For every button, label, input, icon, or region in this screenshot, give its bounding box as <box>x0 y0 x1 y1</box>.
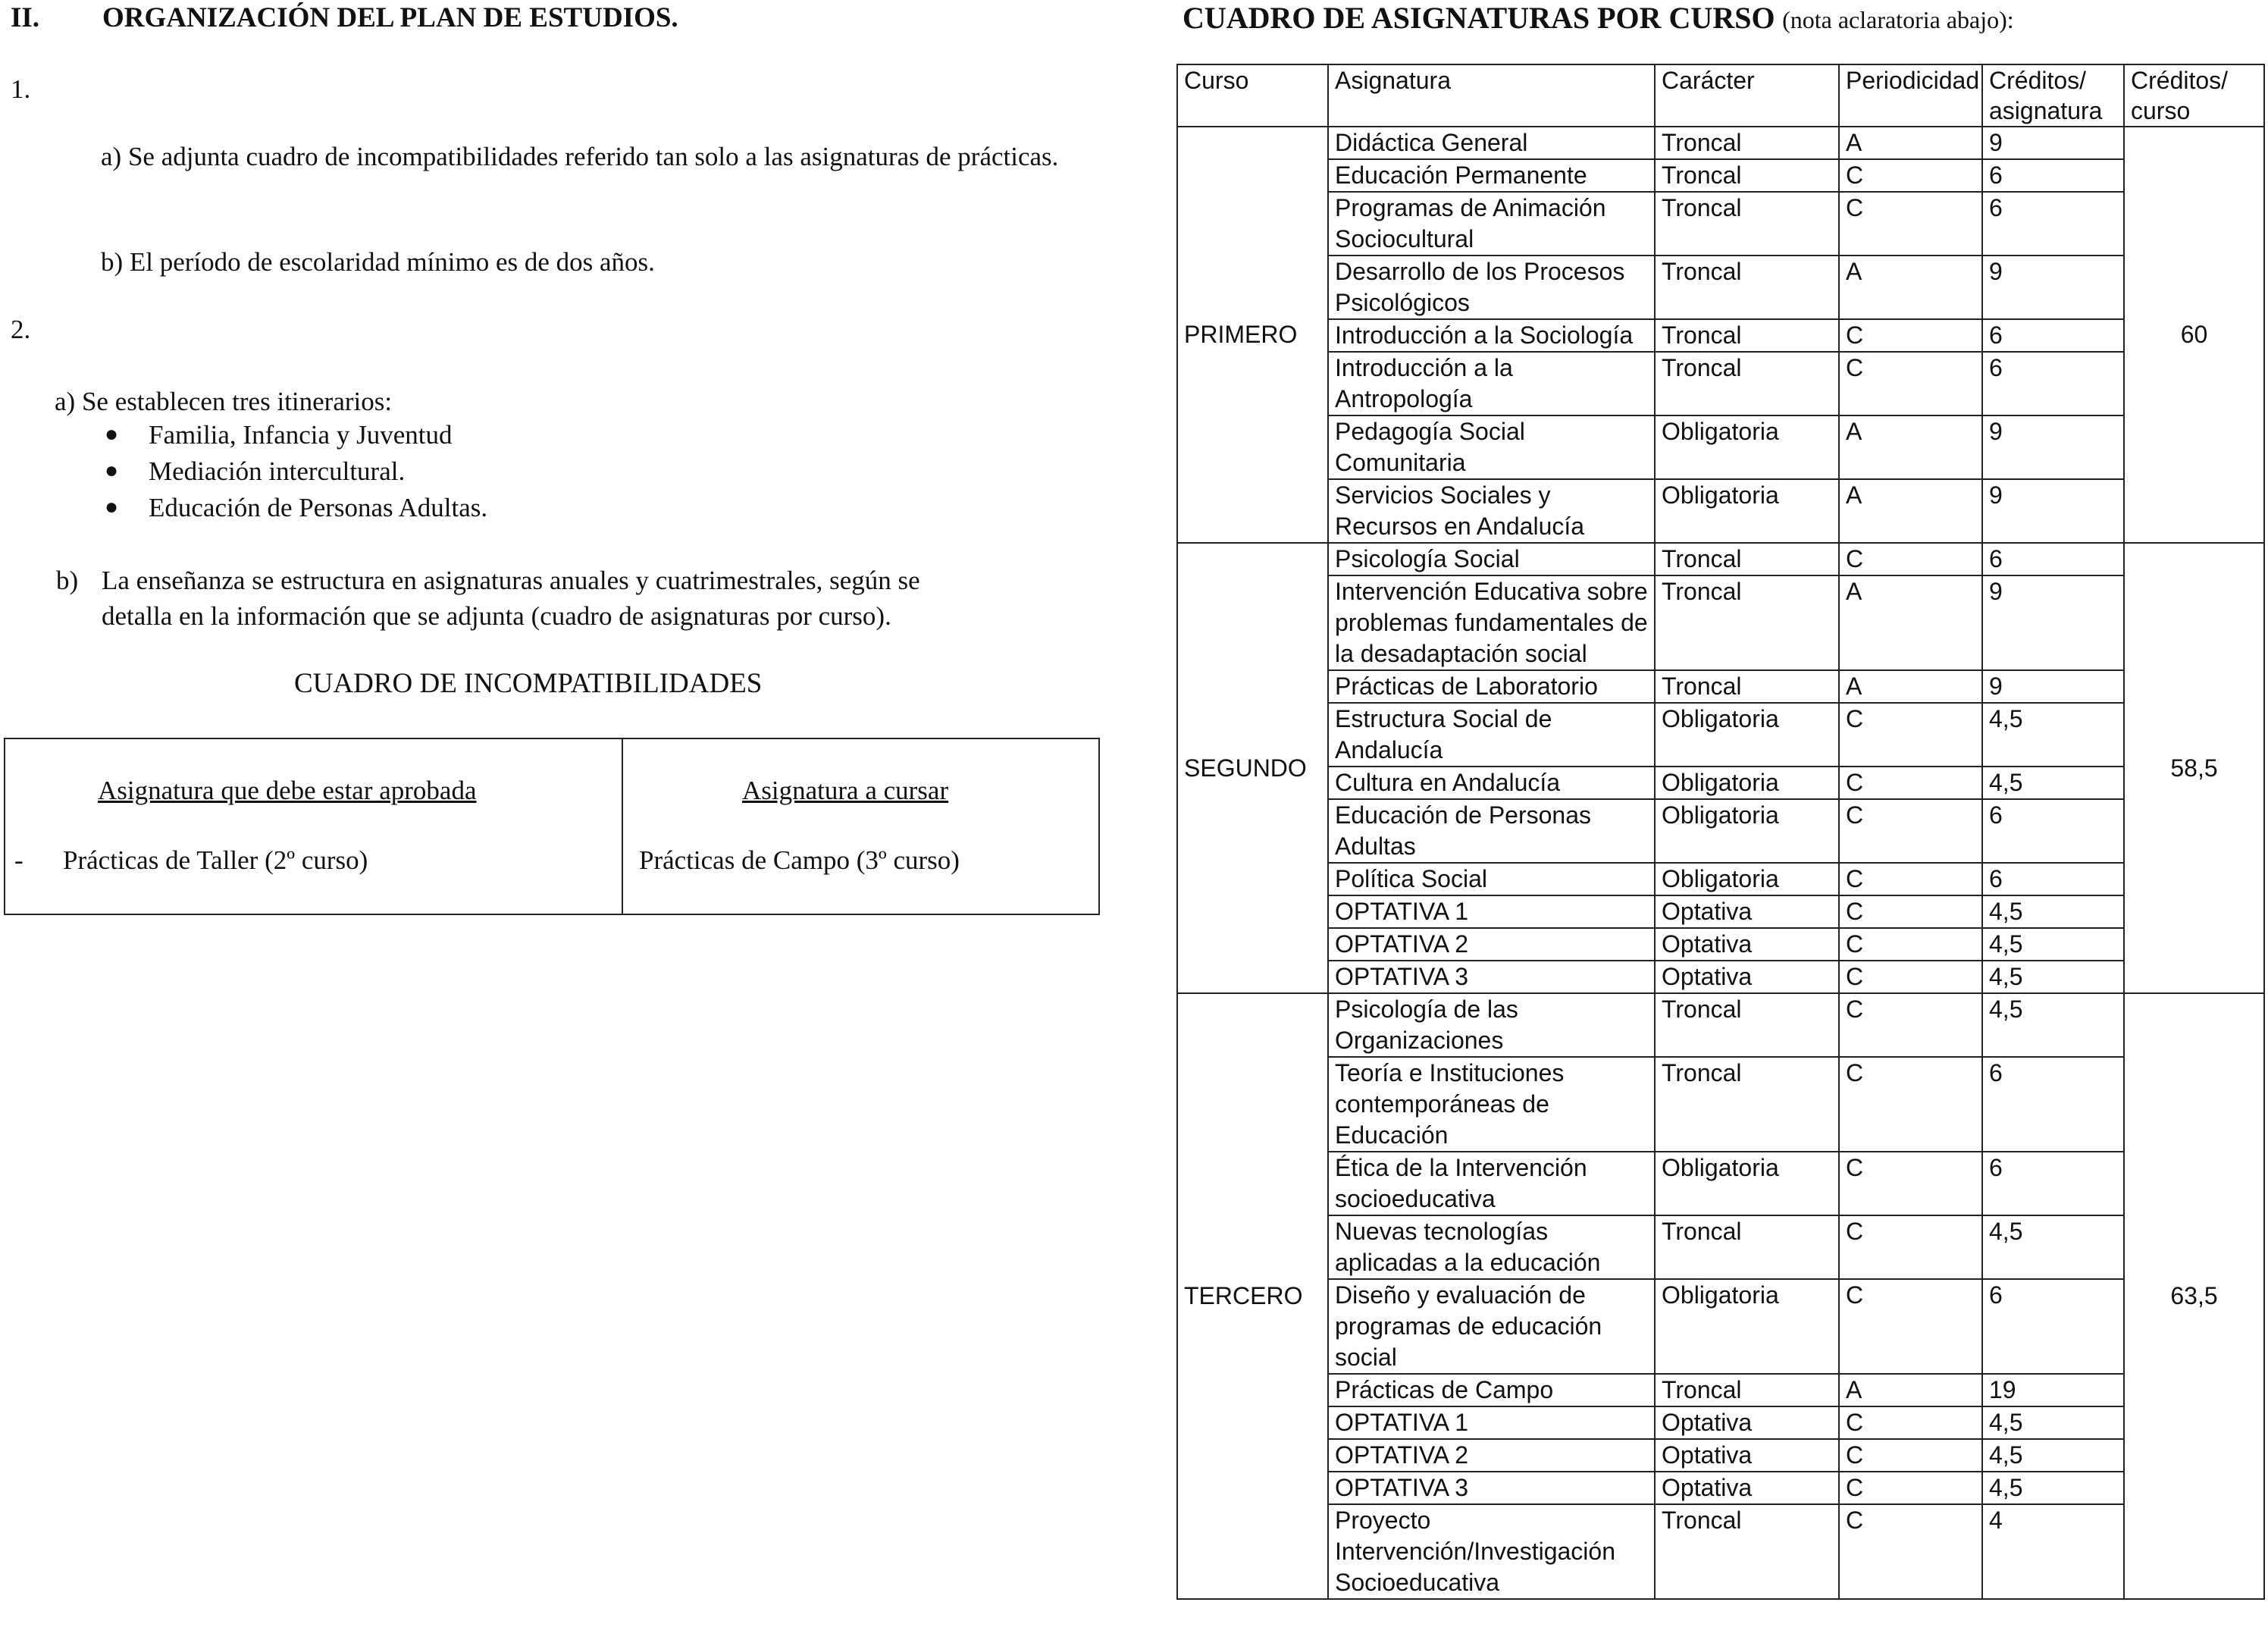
periodicidad-cell: A <box>1839 1374 1982 1406</box>
row-dash: - <box>14 845 23 875</box>
header-caracter: Carácter <box>1655 64 1839 127</box>
header-creditos-curso: Créditos/ curso <box>2124 64 2264 127</box>
caracter-cell: Obligatoria <box>1655 1152 1839 1215</box>
creditos-curso-cell: 63,5 <box>2124 993 2264 1599</box>
itinerario-item: Mediación intercultural. <box>149 456 406 486</box>
caracter-cell: Optativa <box>1655 961 1839 993</box>
periodicidad-cell: C <box>1839 928 1982 961</box>
incompatibilidades-title: CUADRO DE INCOMPATIBILIDADES <box>294 668 763 699</box>
asignatura-cell: Teoría e Instituciones contemporáneas de Educación <box>1328 1057 1655 1152</box>
caracter-cell: Optativa <box>1655 1406 1839 1439</box>
caracter-cell: Troncal <box>1655 319 1839 352</box>
creditos-cell: 9 <box>1982 415 2124 479</box>
caracter-cell: Troncal <box>1655 192 1839 256</box>
point-1-b: b) El período de escolaridad mínimo es de dos años. <box>101 247 655 277</box>
table-row <box>1177 767 2264 799</box>
periodicidad-cell: C <box>1839 1279 1982 1374</box>
asignatura-cell: OPTATIVA 2 <box>1328 1439 1655 1472</box>
asignaturas-table <box>1176 64 2265 1600</box>
point-2-b-line1: La enseñanza se estructura en asignaturas anuales y cuatrimestrales, según se <box>102 566 920 595</box>
caracter-cell: Obligatoria <box>1655 415 1839 479</box>
asignatura-cell: Nuevas tecnologías aplicadas a la educación <box>1328 1215 1655 1279</box>
creditos-cell: 4,5 <box>1982 1439 2124 1472</box>
table-row <box>1177 543 2264 575</box>
asignatura-cell: Programas de Animación Sociocultural <box>1328 192 1655 256</box>
point-2-a-intro: a) Se establecen tres itinerarios: <box>55 387 393 416</box>
table-row <box>1177 479 2264 543</box>
caracter-cell: Troncal <box>1655 1057 1839 1152</box>
creditos-curso-cell: 58,5 <box>2124 543 2264 993</box>
col2-header: Asignatura a cursar <box>742 776 949 805</box>
table-row <box>1177 799 2264 863</box>
creditos-cell: 6 <box>1982 1057 2124 1152</box>
creditos-cell: 6 <box>1982 799 2124 863</box>
curso-cell: TERCERO <box>1177 993 1328 1599</box>
asignatura-cell: Política Social <box>1328 863 1655 895</box>
creditos-cell: 6 <box>1982 352 2124 415</box>
itinerario-item: Educación de Personas Adultas. <box>149 493 488 522</box>
table-row <box>1177 1439 2264 1472</box>
curso-cell: PRIMERO <box>1177 127 1328 543</box>
bullet-dot: ● <box>105 494 119 519</box>
periodicidad-cell: C <box>1839 1057 1982 1152</box>
periodicidad-cell: A <box>1839 670 1982 703</box>
curso-cell: SEGUNDO <box>1177 543 1328 993</box>
creditos-cell: 9 <box>1982 127 2124 159</box>
table-row <box>1177 1504 2264 1599</box>
table-row <box>1177 256 2264 319</box>
creditos-cell: 6 <box>1982 319 2124 352</box>
asignatura-cell: Introducción a la Antropología <box>1328 352 1655 415</box>
periodicidad-cell: C <box>1839 895 1982 928</box>
creditos-cell: 4,5 <box>1982 895 2124 928</box>
asignatura-cell: Estructura Social de Andalucía <box>1328 703 1655 767</box>
creditos-cell: 9 <box>1982 479 2124 543</box>
header-creditos-asignatura: Créditos/ asignatura <box>1982 64 2124 127</box>
table-row <box>1177 1152 2264 1215</box>
periodicidad-cell: C <box>1839 1152 1982 1215</box>
caracter-cell: Troncal <box>1655 543 1839 575</box>
table-row <box>1177 1215 2264 1279</box>
table-row <box>1177 863 2264 895</box>
caracter-cell: Troncal <box>1655 1504 1839 1599</box>
creditos-cell: 9 <box>1982 256 2124 319</box>
caracter-cell: Troncal <box>1655 670 1839 703</box>
periodicidad-cell: C <box>1839 352 1982 415</box>
caracter-cell: Optativa <box>1655 1472 1839 1504</box>
creditos-cell: 9 <box>1982 575 2124 670</box>
periodicidad-cell: C <box>1839 863 1982 895</box>
caracter-cell: Troncal <box>1655 127 1839 159</box>
section-number: II. <box>11 2 40 33</box>
table-row <box>1177 415 2264 479</box>
caracter-cell: Troncal <box>1655 575 1839 670</box>
table-row <box>1177 993 2264 1057</box>
creditos-cell: 4 <box>1982 1504 2124 1599</box>
itinerario-item: Familia, Infancia y Juventud <box>149 420 453 450</box>
table-row <box>1177 1279 2264 1374</box>
asignatura-cell: Desarrollo de los Procesos Psicológicos <box>1328 256 1655 319</box>
table-header-row <box>1177 64 2264 127</box>
creditos-cell: 4,5 <box>1982 993 2124 1057</box>
periodicidad-cell: C <box>1839 1504 1982 1599</box>
asignatura-cell: Educación de Personas Adultas <box>1328 799 1655 863</box>
bullet-dot: ● <box>105 422 119 447</box>
creditos-cell: 4,5 <box>1982 961 2124 993</box>
col1-value: Prácticas de Taller (2º curso) <box>63 845 368 875</box>
creditos-cell: 4,5 <box>1982 767 2124 799</box>
periodicidad-cell: C <box>1839 1406 1982 1439</box>
point-2-number: 2. <box>11 315 31 344</box>
asignatura-cell: Introducción a la Sociología <box>1328 319 1655 352</box>
table-row <box>1177 319 2264 352</box>
asignatura-cell: Psicología de las Organizaciones <box>1328 993 1655 1057</box>
periodicidad-cell: C <box>1839 543 1982 575</box>
periodicidad-cell: C <box>1839 192 1982 256</box>
periodicidad-cell: C <box>1839 1439 1982 1472</box>
creditos-cell: 19 <box>1982 1374 2124 1406</box>
creditos-cell: 4,5 <box>1982 928 2124 961</box>
caracter-cell: Troncal <box>1655 993 1839 1057</box>
creditos-cell: 6 <box>1982 1279 2124 1374</box>
asignatura-cell: Ética de la Intervención socioeducativa <box>1328 1152 1655 1215</box>
periodicidad-cell: C <box>1839 961 1982 993</box>
asignatura-cell: Intervención Educativa sobre problemas fundamentales de la desadaptación social <box>1328 575 1655 670</box>
asignaturas-title <box>1183 0 2014 36</box>
table-row <box>1177 1374 2264 1406</box>
asignatura-cell: OPTATIVA 3 <box>1328 1472 1655 1504</box>
creditos-curso-cell: 60 <box>2124 127 2264 543</box>
caracter-cell: Obligatoria <box>1655 799 1839 863</box>
caracter-cell: Obligatoria <box>1655 479 1839 543</box>
asignatura-cell: OPTATIVA 1 <box>1328 895 1655 928</box>
bullet-dot: ● <box>105 458 119 483</box>
asignatura-cell: OPTATIVA 2 <box>1328 928 1655 961</box>
table-row <box>1177 1406 2264 1439</box>
table-row <box>1177 575 2264 670</box>
asignaturas-title-note: (nota aclaratoria abajo): <box>1782 6 2014 33</box>
periodicidad-cell: A <box>1839 256 1982 319</box>
point-2-b-label: b) <box>56 566 79 595</box>
header-periodicidad: Periodicidad <box>1839 64 1982 127</box>
table-row <box>1177 159 2264 192</box>
asignatura-cell: OPTATIVA 1 <box>1328 1406 1655 1439</box>
right-column <box>1167 0 2266 1643</box>
caracter-cell: Troncal <box>1655 1374 1839 1406</box>
creditos-cell: 4,5 <box>1982 1215 2124 1279</box>
asignatura-cell: Proyecto Intervención/Investigación Socioeducativa <box>1328 1504 1655 1599</box>
caracter-cell: Optativa <box>1655 1439 1839 1472</box>
creditos-cell: 6 <box>1982 192 2124 256</box>
table-row <box>1177 670 2264 703</box>
asignatura-cell: OPTATIVA 3 <box>1328 961 1655 993</box>
periodicidad-cell: A <box>1839 479 1982 543</box>
point-1-a: a) Se adjunta cuadro de incompatibilidades referido tan solo a las asignaturas de prácticas. <box>101 142 1059 171</box>
creditos-cell: 6 <box>1982 863 2124 895</box>
point-2-b-line2: detalla en la información que se adjunta (cuadro de asignaturas por curso). <box>102 601 891 631</box>
caracter-cell: Obligatoria <box>1655 863 1839 895</box>
periodicidad-cell: C <box>1839 993 1982 1057</box>
asignatura-cell: Psicología Social <box>1328 543 1655 575</box>
caracter-cell: Obligatoria <box>1655 1279 1839 1374</box>
creditos-cell: 6 <box>1982 1152 2124 1215</box>
periodicidad-cell: C <box>1839 767 1982 799</box>
table-body <box>1177 127 2264 1599</box>
table-row <box>1177 1472 2264 1504</box>
caracter-cell: Obligatoria <box>1655 767 1839 799</box>
table-row <box>1177 192 2264 256</box>
col1-header: Asignatura que debe estar aprobada <box>98 776 477 805</box>
periodicidad-cell: C <box>1839 159 1982 192</box>
table-row <box>1177 1057 2264 1152</box>
asignatura-cell: Cultura en Andalucía <box>1328 767 1655 799</box>
caracter-cell: Troncal <box>1655 352 1839 415</box>
table-row <box>1177 703 2264 767</box>
creditos-cell: 4,5 <box>1982 703 2124 767</box>
asignatura-cell: Didáctica General <box>1328 127 1655 159</box>
caracter-cell: Obligatoria <box>1655 703 1839 767</box>
periodicidad-cell: C <box>1839 1215 1982 1279</box>
left-column <box>0 0 1114 1643</box>
caracter-cell: Troncal <box>1655 1215 1839 1279</box>
table-row <box>1177 961 2264 993</box>
creditos-cell: 4,5 <box>1982 1406 2124 1439</box>
asignatura-cell: Diseño y evaluación de programas de educación social <box>1328 1279 1655 1374</box>
caracter-cell: Optativa <box>1655 895 1839 928</box>
asignatura-cell: Servicios Sociales y Recursos en Andalucía <box>1328 479 1655 543</box>
header-curso: Curso <box>1177 64 1328 127</box>
creditos-cell: 9 <box>1982 670 2124 703</box>
periodicidad-cell: A <box>1839 415 1982 479</box>
table-row <box>1177 928 2264 961</box>
table-row <box>1177 127 2264 159</box>
caracter-cell: Troncal <box>1655 159 1839 192</box>
periodicidad-cell: C <box>1839 703 1982 767</box>
col2-value: Prácticas de Campo (3º curso) <box>639 845 960 875</box>
periodicidad-cell: A <box>1839 127 1982 159</box>
table-row <box>1177 352 2264 415</box>
periodicidad-cell: C <box>1839 319 1982 352</box>
creditos-cell: 6 <box>1982 543 2124 575</box>
asignaturas-title-main: CUADRO DE ASIGNATURAS POR CURSO <box>1183 1 1775 35</box>
creditos-cell: 4,5 <box>1982 1472 2124 1504</box>
incompatibilidades-table <box>4 738 1100 915</box>
asignatura-cell: Prácticas de Campo <box>1328 1374 1655 1406</box>
caracter-cell: Troncal <box>1655 256 1839 319</box>
section-title: ORGANIZACIÓN DEL PLAN DE ESTUDIOS. <box>102 2 678 33</box>
table-row <box>1177 895 2264 928</box>
point-1-number: 1. <box>11 74 31 104</box>
asignatura-cell: Educación Permanente <box>1328 159 1655 192</box>
caracter-cell: Optativa <box>1655 928 1839 961</box>
periodicidad-cell: A <box>1839 575 1982 670</box>
creditos-cell: 6 <box>1982 159 2124 192</box>
asignatura-cell: Prácticas de Laboratorio <box>1328 670 1655 703</box>
header-asignatura: Asignatura <box>1328 64 1655 127</box>
table-divider <box>622 739 623 914</box>
periodicidad-cell: C <box>1839 1472 1982 1504</box>
asignatura-cell: Pedagogía Social Comunitaria <box>1328 415 1655 479</box>
periodicidad-cell: C <box>1839 799 1982 863</box>
